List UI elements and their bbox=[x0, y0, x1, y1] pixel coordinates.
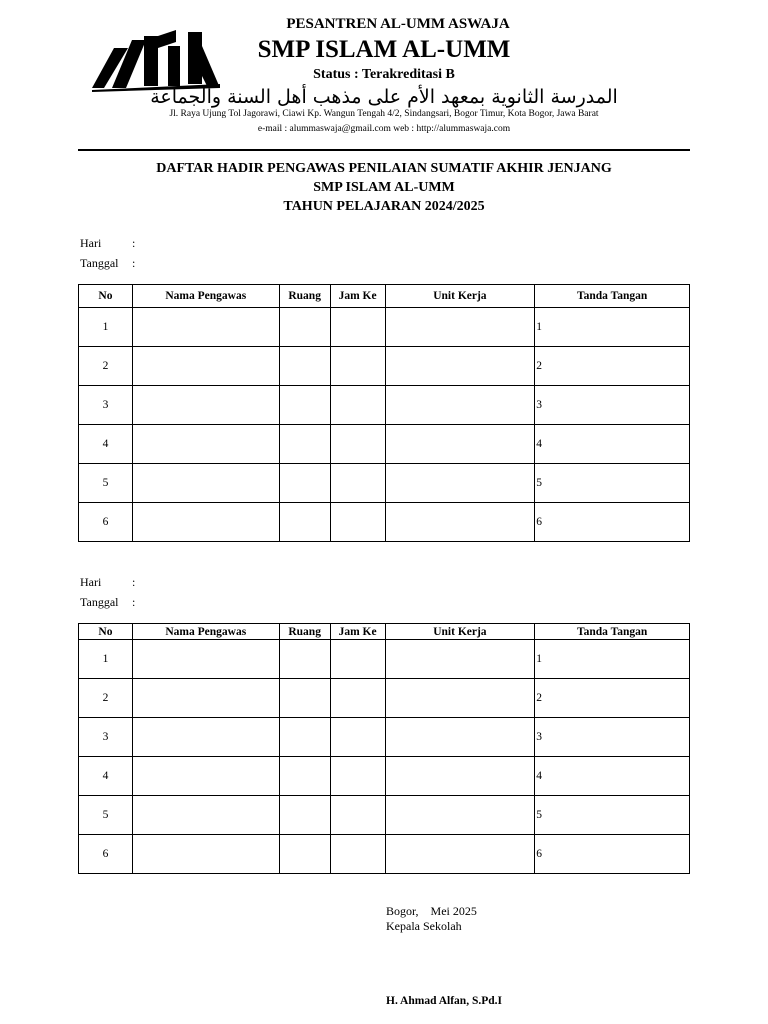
hari-field-1 bbox=[80, 236, 135, 251]
row-number: 2 bbox=[79, 347, 133, 386]
signature-cell[interactable]: 3 bbox=[535, 718, 690, 757]
signature-position: Kepala Sekolah bbox=[386, 919, 462, 933]
hari-colon: : bbox=[132, 575, 136, 589]
nama-cell[interactable] bbox=[132, 679, 279, 718]
col-nama-pengawas: Nama Pengawas bbox=[132, 285, 279, 308]
row-number: 3 bbox=[79, 718, 133, 757]
jam-cell[interactable] bbox=[330, 464, 385, 503]
arabic-name: المدرسة الثانوية بمعهد الأم على مذهب أهل السنة والجماعة bbox=[150, 86, 618, 108]
col-ruang: Ruang bbox=[279, 285, 330, 308]
school-contact: e-mail : alummaswaja@gmail.com web : http://alummaswaja.com bbox=[257, 124, 511, 134]
row-number: 4 bbox=[79, 425, 133, 464]
nama-cell[interactable] bbox=[132, 425, 279, 464]
row-number: 2 bbox=[79, 679, 133, 718]
jam-cell[interactable] bbox=[330, 757, 385, 796]
signature-cell[interactable]: 6 bbox=[535, 503, 690, 542]
signature-cell[interactable]: 3 bbox=[535, 386, 690, 425]
unit-cell[interactable] bbox=[385, 718, 535, 757]
ruang-cell[interactable] bbox=[279, 718, 330, 757]
ruang-cell[interactable] bbox=[279, 386, 330, 425]
table-row bbox=[79, 347, 690, 386]
table-row bbox=[79, 757, 690, 796]
signature-cell[interactable]: 5 bbox=[535, 464, 690, 503]
header-divider bbox=[78, 149, 690, 151]
document-title: DAFTAR HADIR PENGAWAS PENILAIAN SUMATIF AKHIR JENJANG bbox=[156, 161, 612, 176]
table-row bbox=[79, 835, 690, 874]
jam-cell[interactable] bbox=[330, 640, 385, 679]
signatory-name: H. Ahmad Alfan, S.Pd.I bbox=[386, 995, 502, 1007]
unit-cell[interactable] bbox=[385, 679, 535, 718]
signature-cell[interactable]: 2 bbox=[535, 679, 690, 718]
jam-cell[interactable] bbox=[330, 503, 385, 542]
table-row bbox=[79, 386, 690, 425]
nama-cell[interactable] bbox=[132, 640, 279, 679]
unit-cell[interactable] bbox=[385, 640, 535, 679]
accreditation-status: Status : Terakreditasi B bbox=[313, 67, 455, 82]
hari-field-2 bbox=[80, 575, 135, 590]
table-header bbox=[79, 624, 690, 640]
ruang-cell[interactable] bbox=[279, 679, 330, 718]
ruang-cell[interactable] bbox=[279, 347, 330, 386]
hari-label: Hari bbox=[80, 236, 102, 250]
unit-cell[interactable] bbox=[385, 796, 535, 835]
jam-cell[interactable] bbox=[330, 796, 385, 835]
col-ruang: Ruang bbox=[279, 624, 330, 640]
unit-cell[interactable] bbox=[385, 757, 535, 796]
table-row bbox=[79, 679, 690, 718]
tanggal-label: Tanggal bbox=[80, 595, 119, 609]
unit-cell[interactable] bbox=[385, 347, 535, 386]
tanggal-field-2 bbox=[80, 595, 135, 610]
row-number: 5 bbox=[79, 796, 133, 835]
signature-cell[interactable]: 2 bbox=[535, 347, 690, 386]
col-jam-ke: Jam Ke bbox=[330, 624, 385, 640]
nama-cell[interactable] bbox=[132, 347, 279, 386]
hari-label: Hari bbox=[80, 575, 102, 589]
col-jam-ke: Jam Ke bbox=[330, 285, 385, 308]
nama-cell[interactable] bbox=[132, 718, 279, 757]
signature-cell[interactable]: 5 bbox=[535, 796, 690, 835]
jam-cell[interactable] bbox=[330, 347, 385, 386]
ruang-cell[interactable] bbox=[279, 503, 330, 542]
nama-cell[interactable] bbox=[132, 386, 279, 425]
tanggal-colon: : bbox=[132, 256, 136, 270]
row-number: 3 bbox=[79, 386, 133, 425]
jam-cell[interactable] bbox=[330, 386, 385, 425]
col-unit-kerja: Unit Kerja bbox=[385, 285, 535, 308]
table-row bbox=[79, 425, 690, 464]
table-row bbox=[79, 503, 690, 542]
ruang-cell[interactable] bbox=[279, 464, 330, 503]
attendance-table-1 bbox=[78, 284, 690, 542]
document-subtitle-school: SMP ISLAM AL-UMM bbox=[313, 180, 455, 195]
col-no: No bbox=[79, 285, 133, 308]
nama-cell[interactable] bbox=[132, 835, 279, 874]
attendance-table-2 bbox=[78, 623, 690, 874]
table-row bbox=[79, 464, 690, 503]
foundation-name: PESANTREN AL-UMM ASWAJA bbox=[286, 16, 510, 32]
table-row bbox=[79, 796, 690, 835]
ruang-cell[interactable] bbox=[279, 796, 330, 835]
row-number: 6 bbox=[79, 835, 133, 874]
ruang-cell[interactable] bbox=[279, 308, 330, 347]
col-tanda-tangan: Tanda Tangan bbox=[535, 624, 690, 640]
nama-cell[interactable] bbox=[132, 464, 279, 503]
nama-cell[interactable] bbox=[132, 503, 279, 542]
unit-cell[interactable] bbox=[385, 503, 535, 542]
col-tanda-tangan: Tanda Tangan bbox=[535, 285, 690, 308]
signature-cell[interactable]: 6 bbox=[535, 835, 690, 874]
jam-cell[interactable] bbox=[330, 835, 385, 874]
signature-cell[interactable]: 4 bbox=[535, 757, 690, 796]
table-row bbox=[79, 718, 690, 757]
tanggal-colon: : bbox=[132, 595, 136, 609]
ruang-cell[interactable] bbox=[279, 640, 330, 679]
row-number: 1 bbox=[79, 640, 133, 679]
jam-cell[interactable] bbox=[330, 425, 385, 464]
nama-cell[interactable] bbox=[132, 757, 279, 796]
school-address: Jl. Raya Ujung Tol Jagorawi, Ciawi Kp. Wangun Tengah 4/2, Sindangsari, Bogor Timur, Kota Bogor, Jawa Barat bbox=[169, 109, 599, 119]
col-unit-kerja: Unit Kerja bbox=[385, 624, 535, 640]
col-no: No bbox=[79, 624, 133, 640]
signature-place-date: Bogor, Mei 2025 bbox=[386, 904, 477, 918]
signature-cell[interactable]: 1 bbox=[535, 640, 690, 679]
row-number: 1 bbox=[79, 308, 133, 347]
tanggal-label: Tanggal bbox=[80, 256, 119, 270]
school-name: SMP ISLAM AL-UMM bbox=[257, 36, 511, 63]
unit-cell[interactable] bbox=[385, 386, 535, 425]
row-number: 4 bbox=[79, 757, 133, 796]
signature-cell[interactable]: 1 bbox=[535, 308, 690, 347]
unit-cell[interactable] bbox=[385, 464, 535, 503]
jam-cell[interactable] bbox=[330, 308, 385, 347]
document-subtitle-year: TAHUN PELAJARAN 2024/2025 bbox=[283, 199, 485, 214]
signature-cell[interactable]: 4 bbox=[535, 425, 690, 464]
ruang-cell[interactable] bbox=[279, 757, 330, 796]
unit-cell[interactable] bbox=[385, 308, 535, 347]
nama-cell[interactable] bbox=[132, 796, 279, 835]
table-row bbox=[79, 640, 690, 679]
jam-cell[interactable] bbox=[330, 679, 385, 718]
hari-colon: : bbox=[132, 236, 136, 250]
nama-cell[interactable] bbox=[132, 308, 279, 347]
ruang-cell[interactable] bbox=[279, 835, 330, 874]
jam-cell[interactable] bbox=[330, 718, 385, 757]
row-number: 5 bbox=[79, 464, 133, 503]
ruang-cell[interactable] bbox=[279, 425, 330, 464]
unit-cell[interactable] bbox=[385, 835, 535, 874]
row-number: 6 bbox=[79, 503, 133, 542]
table-row bbox=[79, 308, 690, 347]
table-header bbox=[79, 285, 690, 308]
tanggal-field-1 bbox=[80, 256, 135, 271]
col-nama-pengawas: Nama Pengawas bbox=[132, 624, 279, 640]
unit-cell[interactable] bbox=[385, 425, 535, 464]
